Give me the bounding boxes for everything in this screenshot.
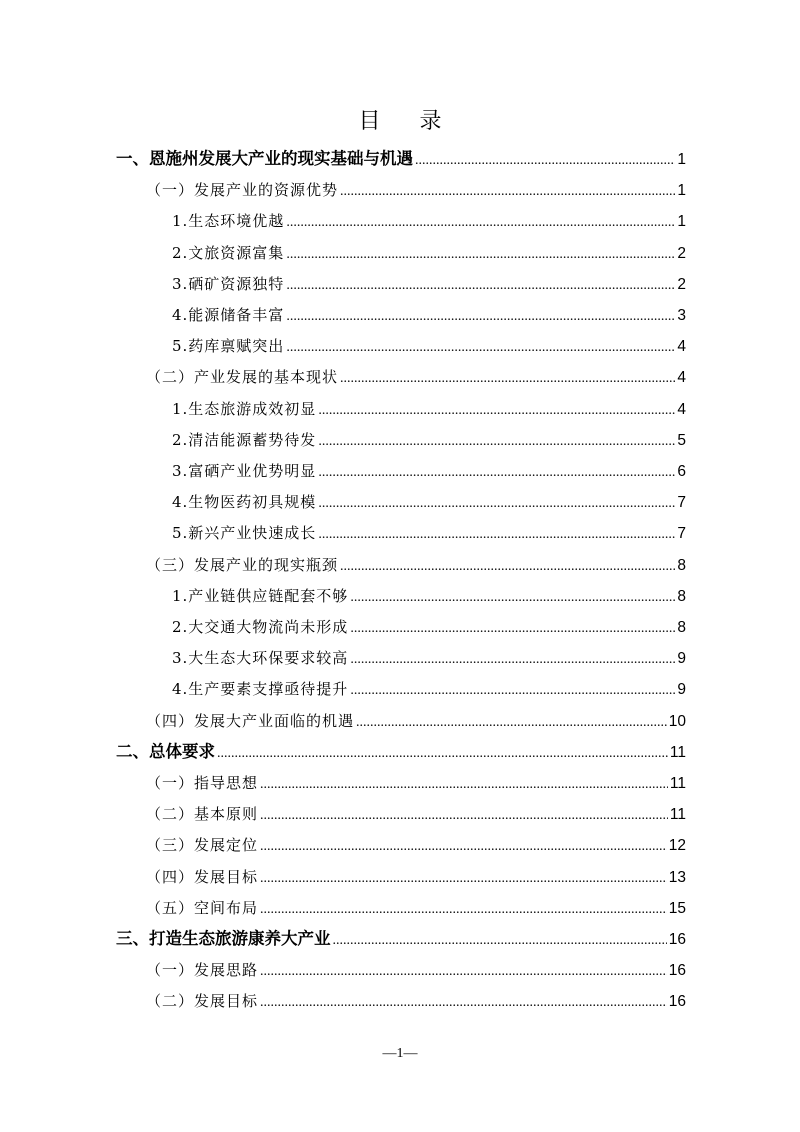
toc-entry-label: 4.能源储备丰富 — [172, 306, 285, 324]
toc-dot-leader — [318, 396, 675, 426]
toc-entry[interactable] — [172, 581, 686, 611]
toc-entry[interactable] — [172, 643, 686, 673]
toc-entry-page: 11 — [669, 743, 686, 761]
toc-entry-page: 7 — [677, 494, 686, 512]
toc-entry-page: 3 — [677, 307, 686, 324]
page-title: 目 录 — [358, 109, 458, 134]
toc-dot-leader — [318, 489, 675, 519]
toc-entry[interactable] — [172, 456, 686, 486]
page-number: —1— — [382, 1046, 418, 1061]
toc-entry[interactable] — [172, 331, 686, 361]
toc-entry-label: 5.新兴产业快速成长 — [172, 524, 317, 543]
toc-entry-page: 11 — [669, 806, 686, 824]
toc-entry-label: （一）发展产业的资源优势 — [146, 181, 339, 200]
toc-entry-page: 2 — [677, 244, 686, 262]
toc-entry-label: （一）发展思路 — [146, 961, 259, 980]
toc-entry-page: 9 — [677, 681, 686, 699]
toc-entry-label: 2.文旅资源富集 — [172, 243, 285, 262]
toc-entry-label: 2.大交通大物流尚未形成 — [172, 618, 349, 636]
toc-entry-page: 8 — [677, 556, 686, 574]
toc-entry[interactable] — [172, 300, 686, 330]
toc-dot-leader — [318, 520, 675, 550]
toc-dot-leader — [350, 583, 675, 613]
toc-dot-leader — [286, 240, 675, 270]
toc-dot-leader — [318, 427, 675, 457]
toc-entry-page: 1 — [677, 182, 686, 200]
toc-entry-page: 11 — [669, 775, 686, 792]
toc-dot-leader — [260, 988, 667, 1018]
toc-entry[interactable] — [146, 175, 686, 205]
toc-dot-leader — [318, 458, 675, 488]
toc-entry-label: 1.生态旅游成效初显 — [172, 399, 317, 418]
toc-dot-leader — [260, 864, 667, 894]
toc-entry[interactable] — [116, 144, 686, 174]
toc-entry-label: 二、总体要求 — [116, 741, 215, 761]
toc-dot-leader — [217, 739, 668, 769]
toc-entry-page: 2 — [677, 275, 686, 293]
toc-entry[interactable] — [172, 238, 686, 268]
toc-entry-label: 1.生态环境优越 — [172, 212, 285, 231]
toc-entry-page: 4 — [677, 369, 686, 387]
toc-dot-leader — [333, 926, 667, 956]
toc-entry[interactable] — [116, 737, 686, 767]
toc-entry-label: 2.清洁能源蓄势待发 — [172, 430, 317, 449]
toc-entry-page: 16 — [668, 993, 686, 1011]
toc-dot-leader — [260, 801, 668, 831]
toc-dot-leader — [340, 552, 675, 582]
toc-entry-page: 16 — [668, 931, 686, 948]
toc-dot-leader — [286, 208, 675, 238]
toc-entry-label: （三）发展定位 — [146, 836, 259, 855]
toc-entry-page: 1 — [677, 151, 686, 168]
toc-entry-label: 1.产业链供应链配套不够 — [172, 586, 349, 605]
toc-dot-leader — [260, 895, 667, 925]
toc-entry-label: 一、恩施州发展大产业的现实基础与机遇 — [116, 149, 413, 168]
toc-entry[interactable] — [146, 955, 686, 985]
toc-dot-leader — [286, 302, 675, 332]
toc-entry-label: 4.生产要素支撑亟待提升 — [172, 680, 349, 699]
toc-entry[interactable] — [146, 862, 686, 892]
toc-entry-label: 3.硒矿资源独特 — [172, 274, 285, 293]
toc-entry-label: （四）发展目标 — [146, 867, 259, 886]
toc-entry[interactable] — [146, 986, 686, 1016]
toc-entry[interactable] — [146, 799, 686, 829]
toc-entry[interactable] — [146, 830, 686, 860]
toc-dot-leader — [286, 333, 675, 363]
toc-entry[interactable] — [146, 362, 686, 392]
toc-entry[interactable] — [172, 487, 686, 517]
toc-entry-page: 16 — [668, 962, 686, 980]
toc-entry-page: 4 — [677, 338, 686, 356]
toc-dot-leader — [340, 364, 675, 394]
toc-entry-label: （一）指导思想 — [146, 774, 259, 792]
toc-entry[interactable] — [146, 768, 686, 798]
toc-dot-leader — [356, 708, 667, 738]
toc-entry-label: （二）产业发展的基本现状 — [146, 368, 339, 387]
toc-entry-page: 1 — [677, 213, 686, 231]
toc-entry[interactable] — [146, 706, 686, 736]
toc-entry[interactable] — [172, 206, 686, 236]
toc-entry-label: 3.大生态大环保要求较高 — [172, 649, 349, 668]
toc-entry-label: （四）发展大产业面临的机遇 — [146, 711, 355, 730]
toc-entry[interactable] — [172, 674, 686, 704]
toc-entry[interactable] — [172, 394, 686, 424]
toc-dot-leader — [260, 770, 668, 800]
toc-entry-page: 8 — [677, 587, 686, 605]
toc-entry[interactable] — [172, 269, 686, 299]
toc-entry-page: 7 — [677, 525, 686, 543]
toc-entry-label: （二）基本原则 — [146, 805, 259, 824]
toc-entry-label: 4.生物医药初具规模 — [172, 493, 317, 512]
toc-entry-page: 5 — [677, 431, 686, 449]
toc-entry-label: 5.药库禀赋突出 — [172, 337, 285, 356]
toc-dot-leader — [350, 614, 675, 644]
toc-entry-page: 10 — [668, 712, 686, 730]
toc-dot-leader — [350, 676, 675, 706]
toc-dot-leader — [286, 271, 675, 301]
toc-entry-page: 12 — [668, 837, 686, 855]
toc-entry[interactable] — [172, 518, 686, 548]
toc-entry-page: 4 — [677, 400, 686, 418]
toc-dot-leader — [340, 177, 675, 207]
toc-entry-page: 9 — [677, 650, 686, 668]
toc-entry[interactable] — [146, 550, 686, 580]
toc-entry-page: 13 — [668, 868, 686, 886]
toc-entry-label: （五）空间布局 — [146, 898, 259, 917]
toc-entry[interactable] — [146, 893, 686, 923]
toc-entry[interactable] — [116, 924, 686, 954]
toc-dot-leader — [260, 832, 667, 862]
toc-dot-leader — [260, 957, 667, 987]
toc-entry-label: 三、打造生态旅游康养大产业 — [116, 929, 331, 948]
toc-entry-page: 6 — [677, 463, 686, 480]
toc-dot-leader — [350, 645, 675, 675]
toc-dot-leader — [415, 146, 675, 176]
toc-entry-label: 3.富硒产业优势明显 — [172, 462, 317, 480]
toc-entry[interactable] — [172, 425, 686, 455]
toc-entry-label: （三）发展产业的现实瓶颈 — [146, 555, 339, 574]
toc-entry[interactable] — [172, 612, 686, 642]
toc-entry-label: （二）发展目标 — [146, 992, 259, 1011]
toc-entry-page: 8 — [677, 619, 686, 636]
toc-entry-page: 15 — [668, 899, 686, 917]
